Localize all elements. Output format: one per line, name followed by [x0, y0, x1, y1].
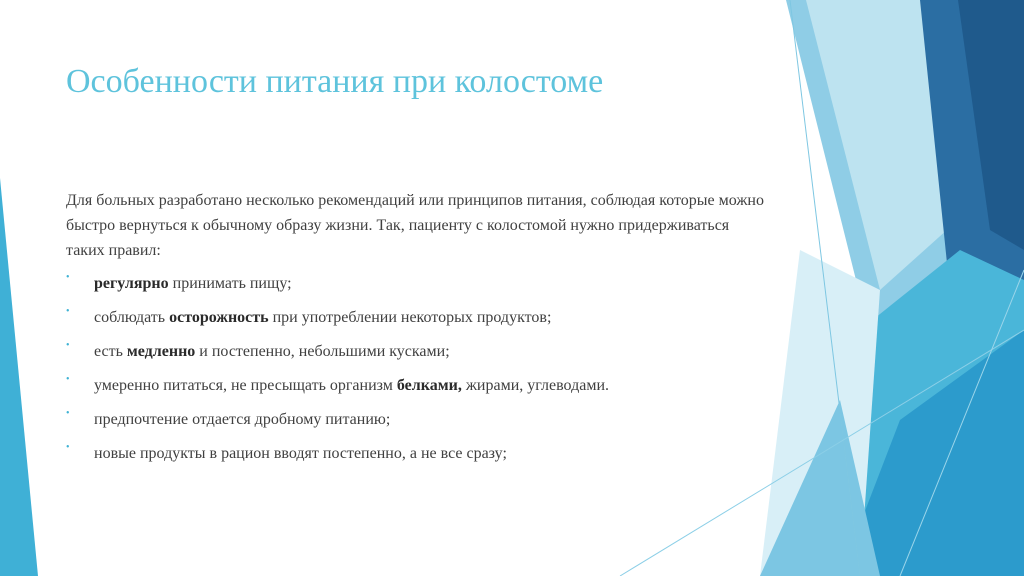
list-item: [66, 335, 766, 369]
bullet-icon: •: [66, 374, 70, 385]
list-item: [66, 267, 766, 301]
list-item: [66, 403, 766, 437]
left-accent-shape: [0, 178, 38, 576]
item-text-after: принимать пищу;: [168, 275, 292, 292]
bullet-icon: •: [66, 340, 70, 351]
item-text-before: соблюдать: [94, 309, 170, 326]
recommendation-list: [66, 267, 766, 471]
item-text-after: жирами, углеводами.: [461, 377, 609, 394]
slide-title: Особенности питания при колостоме: [66, 63, 604, 100]
item-text-before: новые продукты в рацион вводят постепенно, а не все сразу;: [94, 445, 507, 462]
bullet-icon: •: [66, 272, 70, 283]
item-text-before: предпочтение отдается дробному питанию;: [94, 411, 391, 428]
list-item: [66, 437, 766, 471]
item-text-before: есть: [94, 343, 127, 360]
bullet-icon: •: [66, 306, 70, 317]
item-text-bold: регулярно: [94, 275, 169, 292]
slide-body: [66, 188, 766, 471]
item-text-after: и постепенно, небольшими кусками;: [195, 343, 450, 360]
item-text-bold: белками,: [396, 377, 462, 394]
bullet-icon: •: [66, 442, 70, 453]
bullet-icon: •: [66, 408, 70, 419]
item-text-bold: медленно: [126, 343, 196, 360]
item-text-bold: осторожность: [169, 309, 269, 326]
item-text-after: при употреблении некоторых продуктов;: [268, 309, 552, 326]
item-text-before: умеренно питаться, не пресыщать организм: [94, 377, 397, 394]
list-item: [66, 369, 766, 403]
list-item: [66, 301, 766, 335]
intro-paragraph: Для больных разработано несколько рекомендаций или принципов питания, соблюдая которые можно быстро вернуться к обычному образу жизни. Так, пациенту с колостомой нужно придерживаться таких правил:: [66, 192, 764, 259]
